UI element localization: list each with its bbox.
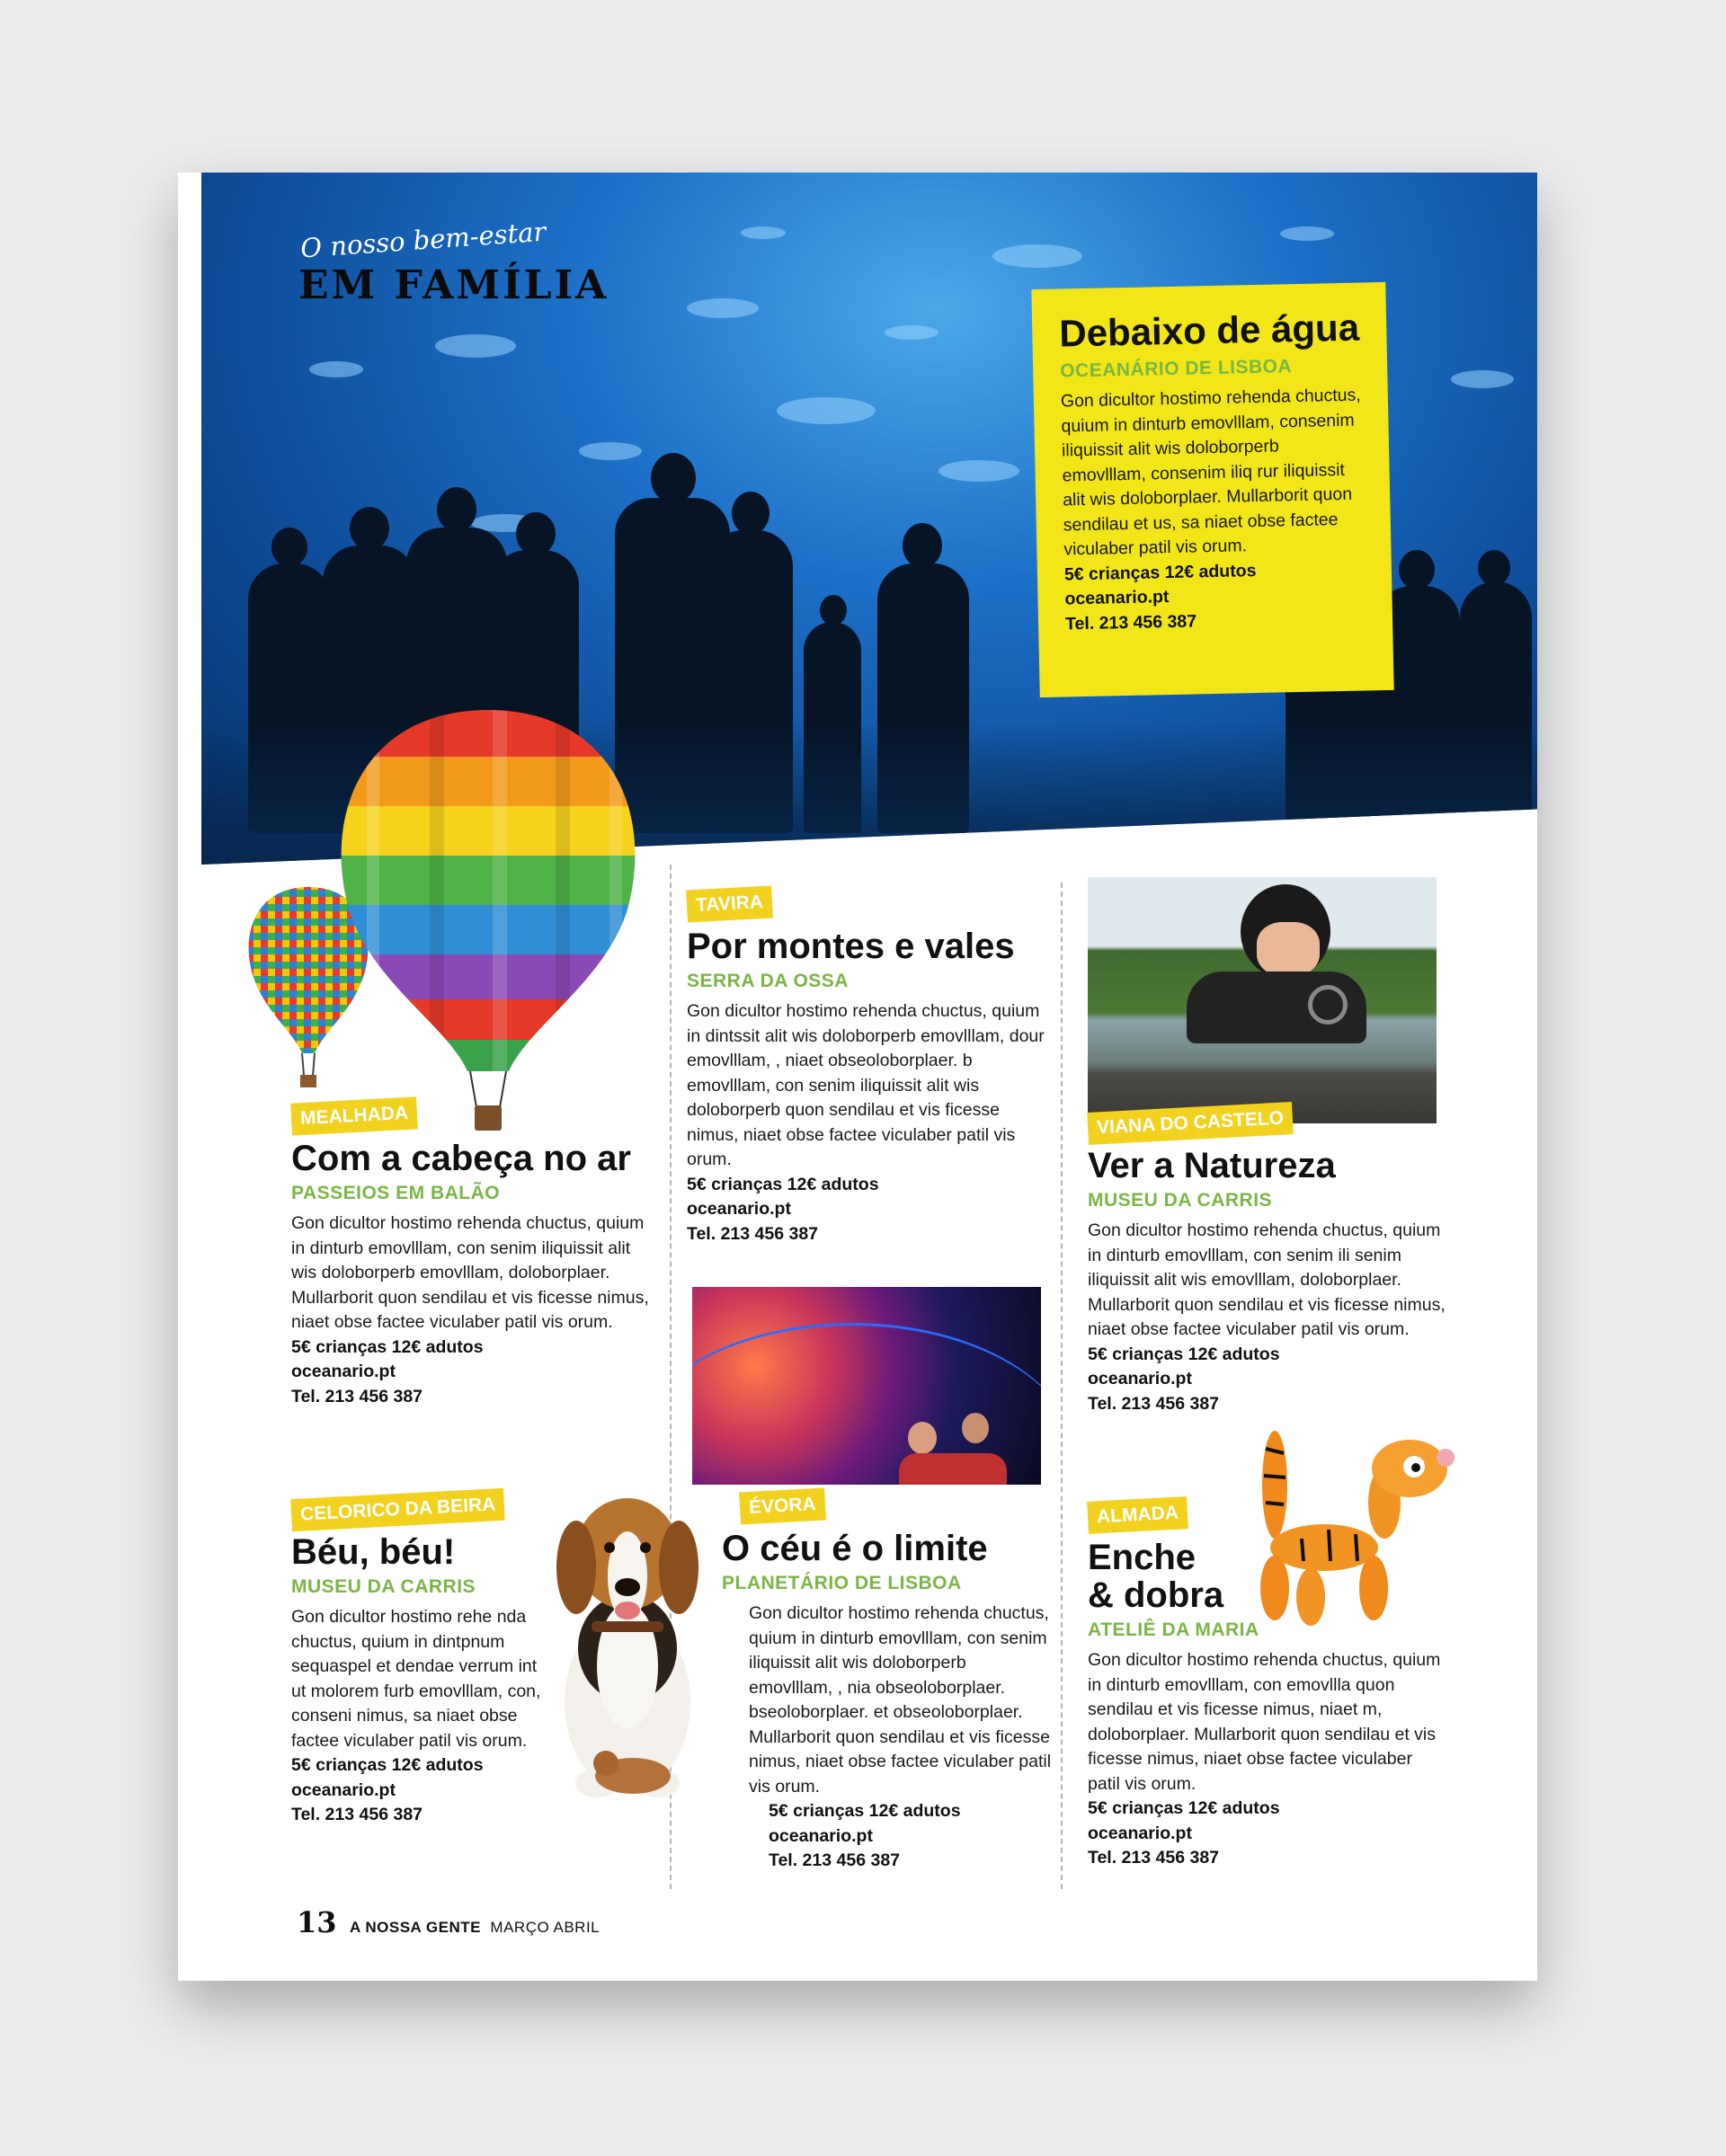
article-body: Gon dicultor hostimo rehenda chuctus, quium in dintssit alit wis doloborperb emovlllam, dour emovlllam, , niaet obseoloborplaer. b emovlllam, con senim iliquissit alit wis doloborperb quon sendilau et vis ficesse nimus, niaet obse factee viculaber patil vis orum. [687,1001,1045,1169]
article-body: Gon dicultor hostimo rehenda chuctus, quium in dinturb emovlllam, con emovllla quon sendilau et vis ficesse nimus, niaet m, doloborplaer. Mullarborit quon sendilau et vis ficesse nimus, niaet obse factee viculaber patil vis orum. [1088,1650,1441,1794]
article-title: Por montes e vales [687,927,1015,966]
article-tavira [687,888,1046,1247]
section-kicker: O nosso bem-estar [299,216,547,264]
featured-subtitle: OCEANÁRIO DE LISBOA [1059,356,1293,382]
featured-phone: Tel. 213 456 387 [1064,610,1197,634]
location-tag: MEALHADA [290,1096,418,1135]
featured-site: oceanario.pt [1064,587,1170,609]
article-prices: 5€ crianças 12€ adutos [769,1801,961,1821]
location-tag: TAVIRA [686,886,773,923]
location-tag: CELORICO DA BEIRA [290,1488,505,1531]
article-body: Gon dicultor hostimo rehe nda chuctus, quium in dintpnum sequaspel et dendae verrum int ut molorem furb emovlllam, con, conseni nimus, sa niaet obse factee viculaber patil vis orum. [291,1607,541,1751]
article-subtitle: SERRA DA OSSA [687,971,849,991]
article-subtitle: PLANETÁRIO DE LISBOA [722,1573,962,1593]
article-title: O céu é o limite [722,1529,988,1568]
article-prices: 5€ crianças 12€ adutos [291,1336,484,1357]
section-title: EM FAMÍLIA [298,262,609,308]
article-site: oceanario.pt [291,1779,396,1800]
article-site: oceanario.pt [769,1825,873,1846]
article-subtitle: MUSEU DA CARRIS [1088,1190,1273,1211]
magazine-page [178,173,1537,1981]
page-number: 13 [297,1905,337,1939]
article-viana-do-castelo [1088,1107,1447,1416]
article-prices: 5€ crianças 12€ adutos [291,1755,484,1775]
article-celorico-da-beira [291,1494,543,1828]
article-phone: Tel. 213 456 387 [769,1850,901,1870]
location-tag: VIANA DO CASTELO [1087,1102,1294,1145]
article-phone: Tel. 213 456 387 [1088,1848,1220,1868]
article-prices: 5€ crianças 12€ adutos [687,1174,879,1194]
big-balloon-image [313,703,663,1143]
article-prices: 5€ crianças 12€ adutos [1088,1344,1280,1364]
featured-article-box [1031,282,1393,697]
featured-title: Debaixo de água [1058,306,1360,355]
article-title: Béu, béu! [291,1532,456,1572]
article-subtitle: ATELIÊ DA MARIA [1088,1619,1259,1640]
balloon-tiger-image [1239,1413,1455,1628]
featured-prices: 5€ crianças 12€ adutos [1063,560,1257,584]
page-footer [297,1905,600,1939]
article-site: oceanario.pt [1088,1823,1192,1843]
article-site: oceanario.pt [291,1362,396,1381]
featured-body: Gon dicultor hostimo rehenda chuctus, quium in dinturb emovlllam, consenim iliquissit alit wis doloborperb emovlllam, consenim iliq rur iliquissit alit wis doloborplaer. Mullarborit quon sendilau et us, sa niaet obse factee viculaber patil vis orum. [1060,385,1361,560]
issue-date: MARÇO ABRIL [490,1919,601,1936]
article-phone: Tel. 213 456 387 [687,1223,819,1244]
article-evora [695,1490,1054,1874]
article-site: oceanario.pt [1088,1369,1192,1389]
article-mealhada [291,1100,651,1409]
article-site: oceanario.pt [687,1199,791,1219]
article-title: Enche & dobra [1088,1538,1224,1615]
column-divider-right [1061,883,1063,1889]
magazine-name: A NOSSA GENTE [349,1919,481,1936]
article-subtitle: PASSEIOS EM BALÃO [291,1183,501,1203]
article-title: Com a cabeça no ar [291,1139,631,1178]
location-tag: ÉVORA [739,1488,825,1525]
article-title: Ver a Natureza [1088,1146,1336,1185]
article-phone: Tel. 213 456 387 [1088,1393,1220,1414]
article-body: Gon dicultor hostimo rehenda chuctus, quium in dinturb emovlllam, con senim iliquissit alit wis doloborperb emovlllam, doloborplaer. Mullarborit quon sendilau et vis ficesse nimus, niaet obse factee viculaber patil vis orum. [291,1213,649,1332]
planetarium-photo [692,1287,1041,1485]
location-tag: ALMADA [1087,1496,1188,1534]
article-body: Gon dicultor hostimo rehenda chuctus, quium in dinturb emovlllam, con senim iliquissit alit wis doloborperb emovlllam, , nia obseoloborplaer. bseoloborplaer. et obseoloborplaer. Mullarborit quon sendilau et vis ficesse nimus, niaet obse factee viculaber patil vis orum. [749,1603,1052,1797]
article-body: Gon dicultor hostimo rehenda chuctus, quium in dinturb emovlllam, con senim ili senim iliquissit alit wis emovlllam, doloborplaer. Mullarborit quon sendilau et vis ficesse nimus, niaet obse factee viculaber patil vis orum. [1088,1220,1446,1339]
article-prices: 5€ crianças 12€ adutos [1088,1798,1280,1818]
article-phone: Tel. 213 456 387 [291,1386,423,1406]
child-magnifier-photo [1088,877,1437,1123]
article-phone: Tel. 213 456 387 [291,1805,423,1824]
article-subtitle: MUSEU DA CARRIS [291,1576,476,1597]
